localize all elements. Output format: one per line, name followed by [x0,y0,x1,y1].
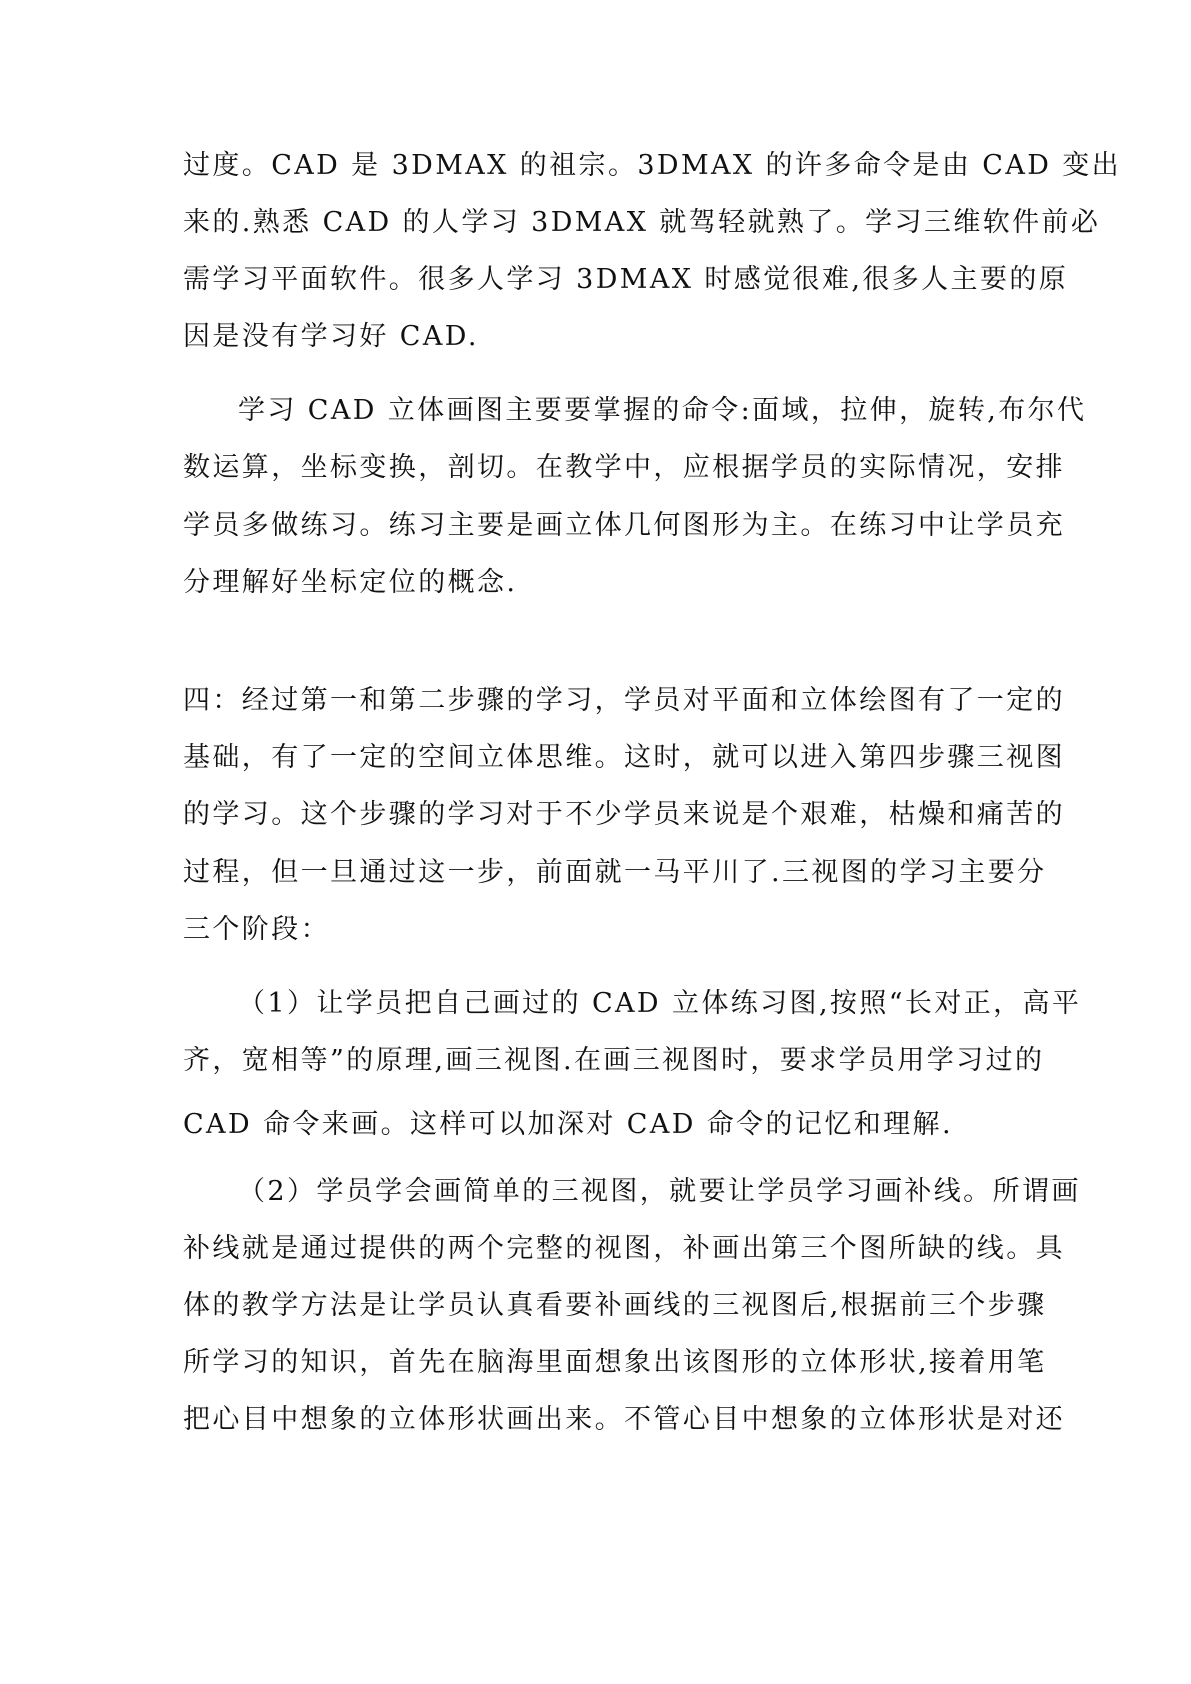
p5-line-3: 体的教学方法是让学员认真看要补画线的三视图后,根据前三个步骤 [183,1290,1047,1321]
p5-line-4: 所学习的知识，首先在脑海里面想象出该图形的立体形状,接着用笔 [183,1347,1047,1378]
p4-line-3: CAD 命令来画。这样可以加深对 CAD 命令的记忆和理解. [183,1109,953,1140]
p5-line-2: 补线就是通过提供的两个完整的视图，补画出第三个图所缺的线。具 [183,1233,1065,1264]
p1-line-1: 过度。CAD 是 3DMAX 的祖宗。3DMAX 的许多命令是由 CAD 变出 [183,150,1122,181]
p3-line-1: 四：经过第一和第二步骤的学习，学员对平面和立体绘图有了一定的 [183,685,1065,716]
p2-line-3: 学员多做练习。练习主要是画立体几何图形为主。在练习中让学员充 [183,510,1065,541]
p1-line-3: 需学习平面软件。很多人学习 3DMAX 时感觉很难,很多人主要的原 [183,264,1069,295]
p2-line-1: 学习 CAD 立体画图主要要掌握的命令:面域，拉伸，旋转,布尔代 [238,395,1087,426]
p3-line-2: 基础，有了一定的空间立体思维。这时，就可以进入第四步骤三视图 [183,742,1065,773]
p3-line-4: 过程，但一旦通过这一步，前面就一马平川了.三视图的学习主要分 [183,857,1047,888]
p2-line-2: 数运算，坐标变换，剖切。在教学中，应根据学员的实际情况，安排 [183,452,1065,483]
p4-line-2: 齐，宽相等”的原理,画三视图.在画三视图时，要求学员用学习过的 [183,1045,1045,1076]
p1-line-4: 因是没有学习好 CAD. [183,321,479,352]
p5-line-1: （2）学员学会画简单的三视图，就要让学员学习画补线。所谓画 [238,1176,1081,1207]
p3-line-3: 的学习。这个步骤的学习对于不少学员来说是个艰难，枯燥和痛苦的 [183,799,1065,830]
p1-line-2: 来的.熟悉 CAD 的人学习 3DMAX 就驾轻就熟了。学习三维软件前必 [183,207,1101,238]
p5-line-5: 把心目中想象的立体形状画出来。不管心目中想象的立体形状是对还 [183,1404,1065,1435]
p4-line-1: （1）让学员把自己画过的 CAD 立体练习图,按照“长对正，高平 [238,988,1082,1019]
p2-line-4: 分理解好坐标定位的概念. [183,567,518,598]
p3-line-5: 三个阶段： [183,914,330,945]
